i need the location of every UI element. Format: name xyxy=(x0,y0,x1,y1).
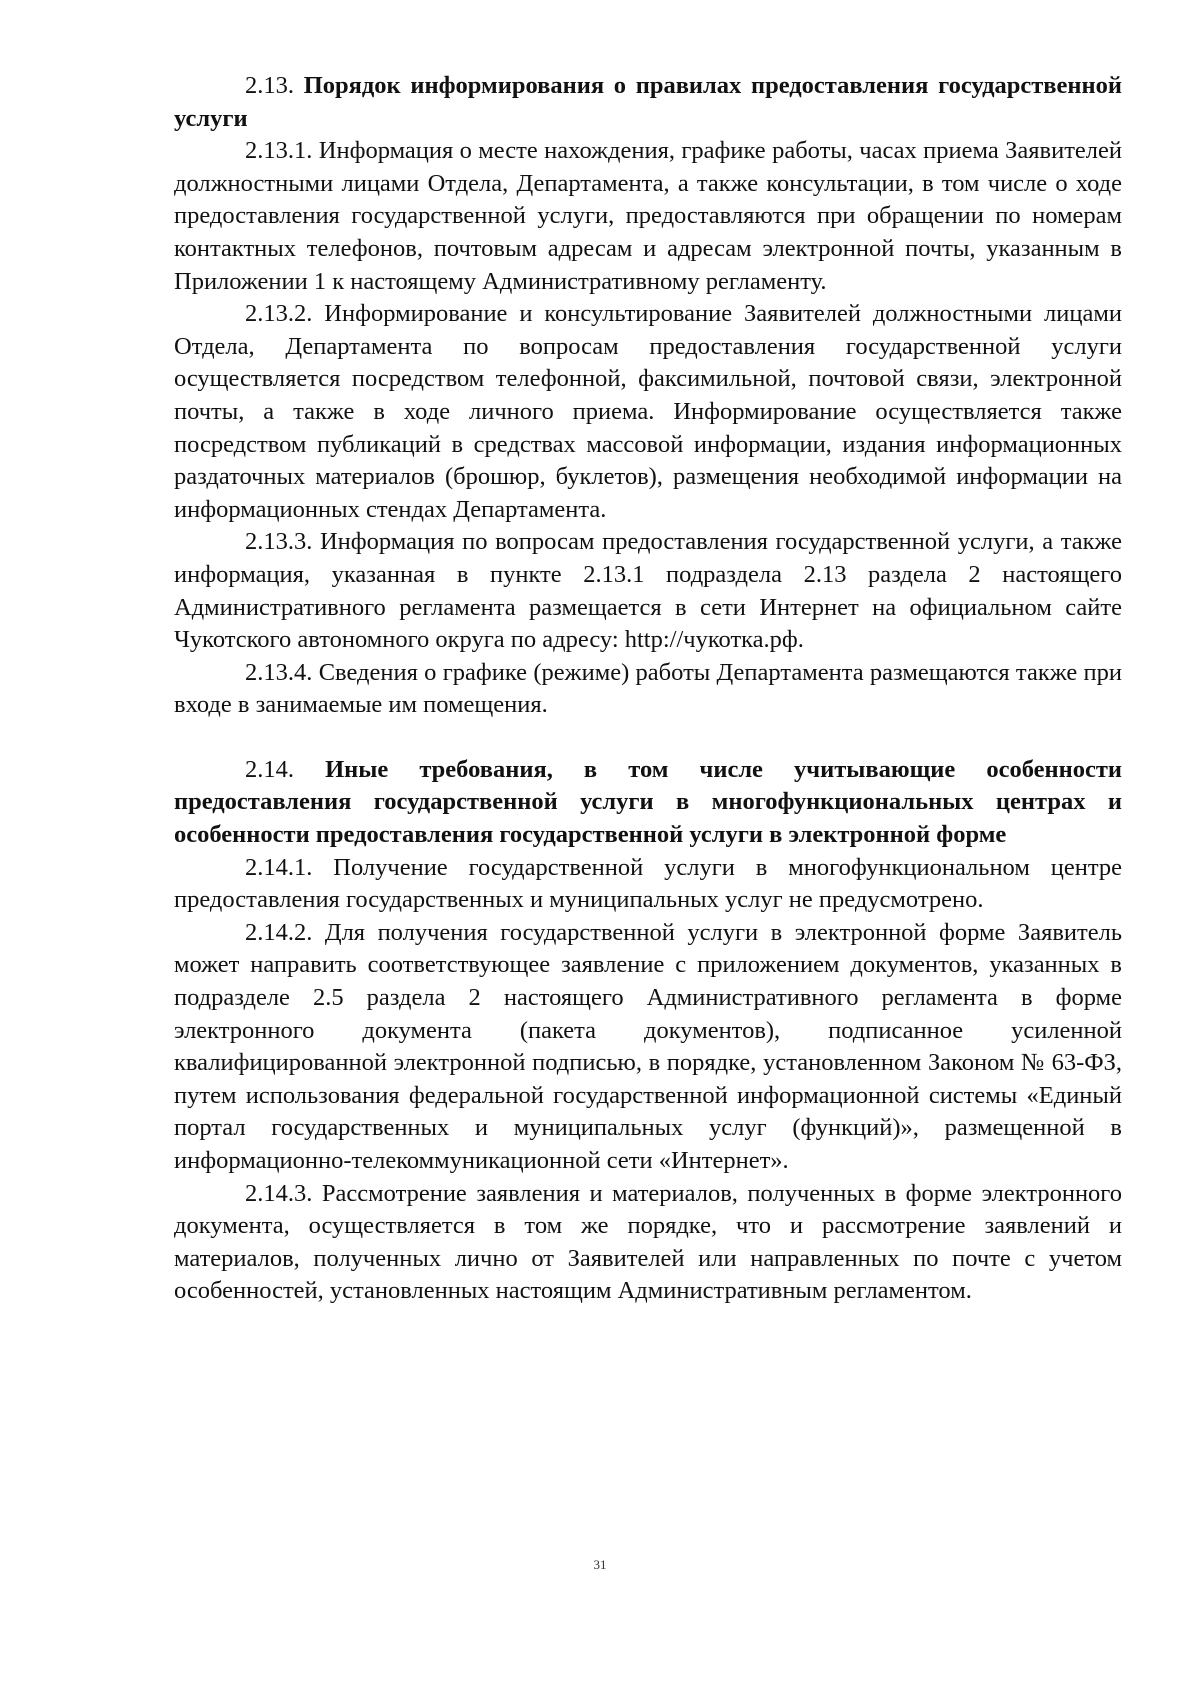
section-2-14-number: 2.14. xyxy=(245,755,294,783)
section-spacer xyxy=(174,722,1122,754)
paragraph-2-14-2: 2.14.2. Для получения государственной услуги в электронной форме Заявитель может направить соответствующее заявление с приложением документов, указанных в подразделе 2.5 раздела 2 настоящего Административного регламента в форме электронного документа (пакета документов), подписанное усиленной квалифицированной электронной подписью, в порядке, установленном Законом № 63-ФЗ, путем использования федеральной государственной информационной системы «Единый портал государственных и муниципальных услуг (функций)», размещенной в информационно-телекоммуникационной сети «Интернет». xyxy=(174,918,1122,1174)
paragraph-2-14-1: 2.14.1. Получение государственной услуги в многофункциональном центре предоставления государственных и муниципальных услуг не предусмотрено. xyxy=(174,853,1122,914)
paragraph-2-13-1: 2.13.1. Информация о месте нахождения, графике работы, часах приема Заявителей должностными лицами Отдела, Департамента, а также консультации, в том числе о ходе предоставления государственной услуги, предоставляются при обращении по номерам контактных телефонов, почтовым адресам и адресам электронной почты, указанным в Приложении 1 к настоящему Административному регламенту. xyxy=(174,137,1122,295)
page-number: 31 xyxy=(593,1557,607,1572)
paragraph-2-13-4: 2.13.4. Сведения о графике (режиме) работы Департамента размещаются также при входе в занимаемые им помещения. xyxy=(174,658,1122,719)
section-2-13-title: Порядок информирования о правилах предоставления государственной услуги xyxy=(174,72,1123,132)
section-2-13-number: 2.13. xyxy=(245,72,294,99)
paragraph-2-14-3: 2.14.3. Рассмотрение заявления и материалов, полученных в форме электронного документа, осуществляется в том же порядке, что и рассмотрение заявлений и материалов, полученных лично от Заявителей или направленных по почте с учетом особенностей, установленных настоящим Административным регламентом. xyxy=(174,1179,1122,1305)
document-page xyxy=(174,70,1122,1308)
section-2-13-heading xyxy=(174,70,1122,135)
paragraph-2-13-3: 2.13.3. Информация по вопросам предоставления государственной услуги, а также информация, указанная в пункте 2.13.1 подраздела 2.13 раздела 2 настоящего Административного регламента размещается в сети Интернет на официальном сайте Чукотского автономного округа по адресу: http://чукотка.рф. xyxy=(174,528,1122,654)
paragraph-2-13-2: 2.13.2. Информирование и консультирование Заявителей должностными лицами Отдела, Департамента по вопросам предоставления государственной услуги осуществляется посредством телефонной, факсимильной, почтовой связи, электронной почты, а также в ходе личного приема. Информирование осуществляется также посредством публикаций в средствах массовой информации, издания информационных раздаточных материалов (брошюр, буклетов), размещения необходимой информации на информационных стендах Департамента. xyxy=(174,300,1122,523)
section-2-14-heading xyxy=(174,754,1122,852)
section-2-14-title: Иные требования, в том числе учитывающие особенности предоставления государственной услуги в многофункциональных центрах и особенности предоставления государственной услуги в электронной форме xyxy=(174,755,1123,849)
